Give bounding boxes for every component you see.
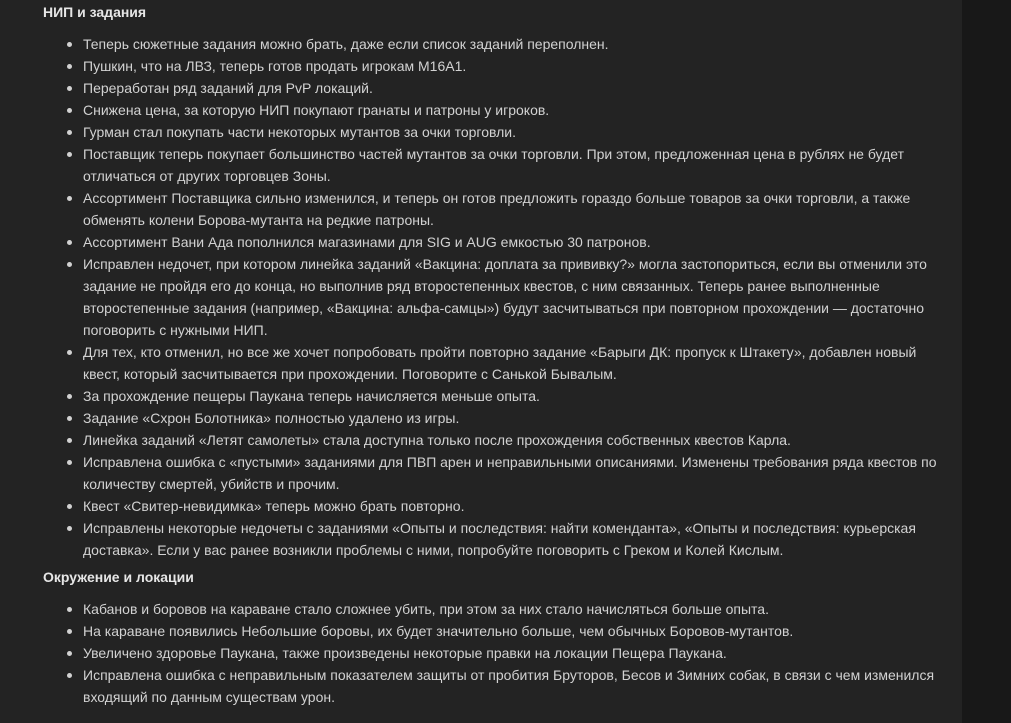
list-item: Исправлена ошибка с «пустыми» заданиями для ПВП арен и неправильными описаниями. Изменены требования ряда квестов по количеству смертей, убийств и прочим. <box>83 451 943 495</box>
list-item: На караване появились Небольшие боровы, их будет значительно больше, чем обычных Боровов-мутантов. <box>83 620 943 642</box>
list-item: Ассортимент Вани Ада пополнился магазинами для SIG и AUG емкостью 30 патронов. <box>83 231 943 253</box>
list-item: Гурман стал покупать части некоторых мутантов за очки торговли. <box>83 121 943 143</box>
list-item: Пушкин, что на ЛВЗ, теперь готов продать игрокам M16A1. <box>83 55 943 77</box>
list-item: Поставщик теперь покупает большинство частей мутантов за очки торговли. При этом, предложенная цена в рублях не будет отличаться от других торговцев Зоны. <box>83 143 943 187</box>
list-item: Исправлена ошибка с неправильным показателем защиты от пробития Бруторов, Бесов и Зимних собак, в связи с чем изменился входящий по данным существам урон. <box>83 664 943 708</box>
list-item: Ассортимент Поставщика сильно изменился, и теперь он готов предложить гораздо больше товаров за очки торговли, а также обменять колени Борова-мутанта на редкие патроны. <box>83 187 943 231</box>
list-item: Линейка заданий «Летят самолеты» стала доступна только после прохождения собственных квестов Карла. <box>83 429 943 451</box>
environment-list <box>43 598 943 708</box>
list-item: Кабанов и боровов на караване стало сложнее убить, при этом за них стало начисляться больше опыта. <box>83 598 943 620</box>
list-item: Снижена цена, за которую НИП покупают гранаты и патроны у игроков. <box>83 99 943 121</box>
npc-quests-list <box>43 33 943 561</box>
list-item: Для тех, кто отменил, но все же хочет попробовать пройти повторно задание «Барыги ДК: пропуск к Штакету», добавлен новый квест, который засчитывается при прохождении. Поговорите с Санькой Бывалым. <box>83 341 943 385</box>
list-item: Теперь сюжетные задания можно брать, даже если список заданий переполнен. <box>83 33 943 55</box>
section-heading-npc-quests: НИП и задания <box>43 4 147 20</box>
list-item: Задание «Схрон Болотника» полностью удалено из игры. <box>83 407 943 429</box>
list-item: Исправлен недочет, при котором линейка заданий «Вакцина: доплата за прививку?» могла застопориться, если вы отменили это задание не пройдя его до конца, но выполнив ряд второстепенных квестов, с ним связанных. Теперь ранее выполненные второстепенные задания (например, «Вакцина: альфа-самцы») будут засчитываться при повторном прохождении — достаточно поговорить с нужными НИП. <box>83 253 943 341</box>
list-item: Квест «Свитер-невидимка» теперь можно брать повторно. <box>83 495 943 517</box>
list-item: Переработан ряд заданий для PvP локаций. <box>83 77 943 99</box>
list-item: Увеличено здоровье Паукана, также произведены некоторые правки на локации Пещера Паукана. <box>83 642 943 664</box>
section-heading-environment-locations: Окружение и локации <box>43 569 194 585</box>
list-item: За прохождение пещеры Паукана теперь начисляется меньше опыта. <box>83 385 943 407</box>
right-margin <box>962 0 1011 723</box>
list-item: Исправлены некоторые недочеты с заданиями «Опыты и последствия: найти коменданта», «Опыты и последствия: курьерская доставка». Если у вас ранее возникли проблемы с ними, попробуйте поговорить с Греком и Колей Кислым. <box>83 517 943 561</box>
patch-notes-content <box>43 0 943 708</box>
